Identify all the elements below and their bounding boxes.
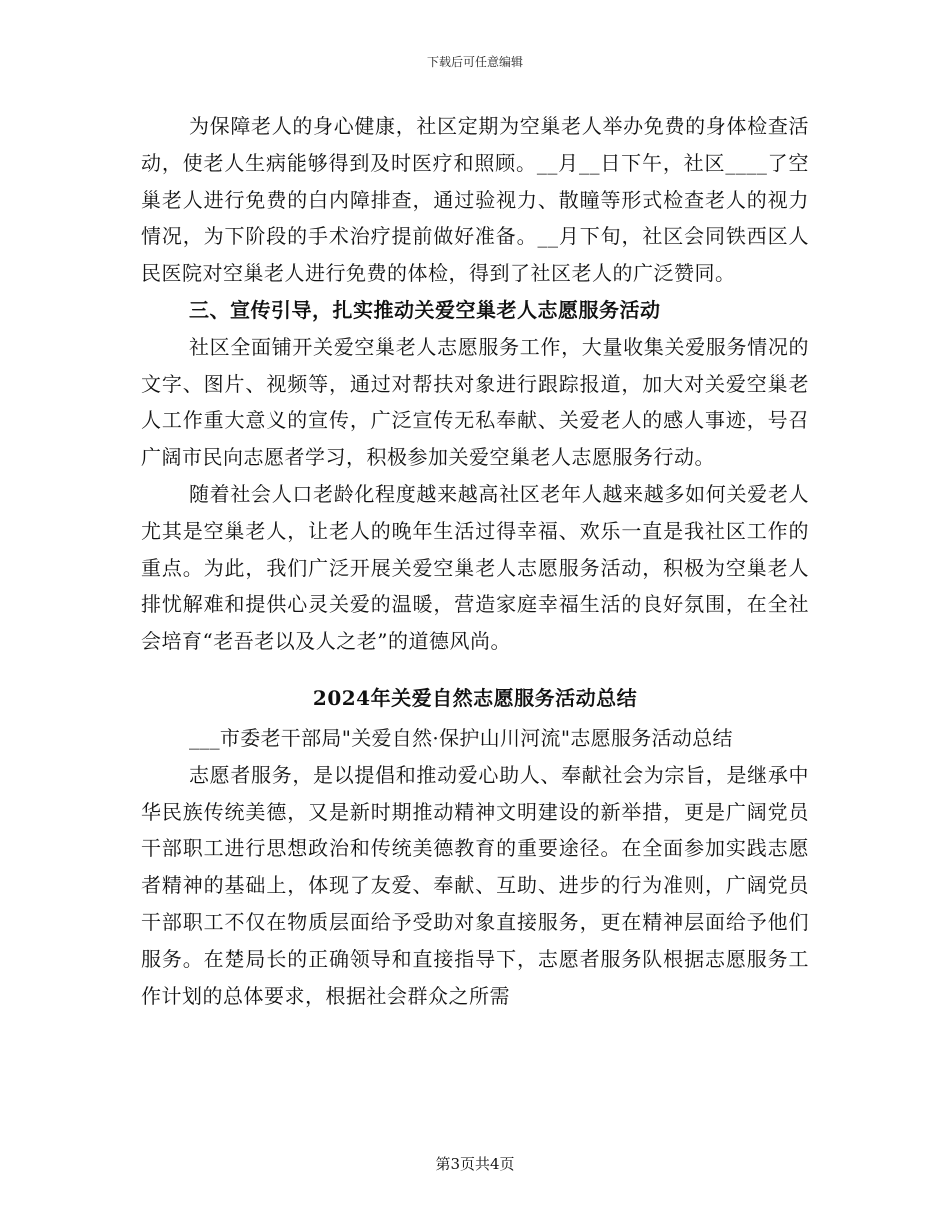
document-title: 2024年关爱自然志愿服务活动总结	[312, 685, 638, 710]
paragraph-health-check: 为保障老人的身心健康，社区定期为空巢老人举办免费的身体检查活动，使老人生病能够得到及时医疗和照顾。__月__日下午，社区____了空巢老人进行免费的白内障排查，通过验视力、散瞳等形式检查老人的视力情况，为下阶段的手术治疗提前做好准备。__月下旬，社区会同铁西区人民医院对空巢老人进行免费的体检，得到了社区老人的广泛赞同。	[141, 114, 809, 286]
paragraph-publicity: 社区全面铺开关爱空巢老人志愿服务工作，大量收集关爱服务情况的文字、图片、视频等，通过对帮扶对象进行跟踪报道，加大对关爱空巢老人工作重大意义的宣传，广泛宣传无私奉献、关爱老人的感人事迹，号召广阔市民向志愿者学习，积极参加关爱空巢老人志愿服务行动。	[141, 334, 809, 470]
document-subtitle: ___市委老干部局"关爱自然·保护山川河流"志愿服务活动总结	[189, 725, 733, 750]
paragraph-aging: 随着社会人口老龄化程度越来越高社区老年人越来越多如何关爱老人尤其是空巢老人，让老人的晚年生活过得幸福、欢乐一直是我社区工作的重点。为此，我们广泛开展关爱空巢老人志愿服务活动，积极为空巢老人排忧解难和提供心灵关爱的温暖，营造家庭幸福生活的良好氛围，在全社会培育“老吾老以及人之老”的道德风尚。	[141, 481, 809, 654]
document-body	[141, 108, 809, 1014]
paragraph-volunteer-service: 志愿者服务，是以提倡和推动爱心助人、奉献社会为宗旨，是继承中华民族传统美德，又是新时期推动精神文明建设的新举措，更是广阔党员干部职工进行思想政治和传统美德教育的重要途径。在全面参加实践志愿者精神的基础上，体现了友爱、奉献、互助、进步的行为准则，广阔党员干部职工不仅在物质层面给予受助对象直接服务，更在精神层面给予他们服务。在楚局长的正确领导和直接指导下，志愿者服务队根据志愿服务工作计划的总体要求，根据社会群众之所需	[141, 762, 809, 1008]
page-header: 下载后可任意编辑	[426, 55, 523, 69]
page-footer: 第3页共4页	[435, 1155, 515, 1173]
section-heading: 三、宣传引导，扎实推动关爱空巢老人志愿服务活动	[189, 297, 661, 322]
